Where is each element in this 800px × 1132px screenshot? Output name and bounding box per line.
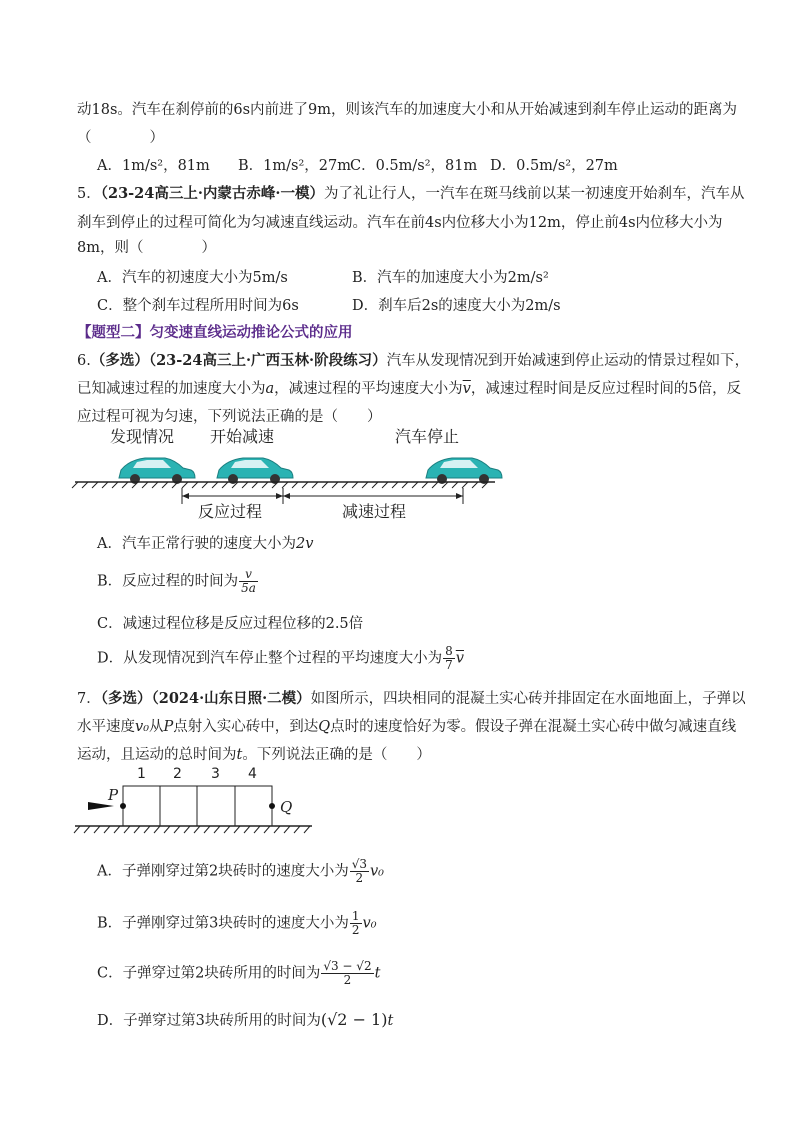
q5-number: 5． xyxy=(77,186,101,202)
q7-var-t: t xyxy=(236,747,243,763)
q5-source: （23-24高三上·内蒙古赤峰·一模） xyxy=(100,185,324,202)
q5-option-c: C．整个刹车过程所用时间为6s xyxy=(97,298,299,314)
fig-point-p: P xyxy=(108,786,119,804)
q6-opt-d-fraction xyxy=(443,645,455,672)
q4-answer-bracket: （ ） xyxy=(77,130,164,146)
fig-point-q: Q xyxy=(280,798,293,816)
q7-tag: （多选） xyxy=(100,690,152,707)
q7-stem-2c: 点射入实心砖中，到达 xyxy=(173,719,319,735)
q6-var-vbar: $\overline{v}$ xyxy=(462,381,471,397)
brick-label-4: 4 xyxy=(248,766,257,782)
q7-opt-c-post: t xyxy=(374,965,381,982)
q5-line2: 刹车到停止的过程可简化为匀减速直线运动。汽车在前4s内位移大小为12m，停止前4s内位移大小为 xyxy=(77,215,723,231)
q6-line3: 应过程可视为匀速，下列说法正确的是（ ） xyxy=(77,409,382,425)
q7-v0: v₀ xyxy=(135,719,150,735)
fig-label-decel: 减速过程 xyxy=(342,502,407,521)
q7-opt-c-fraction xyxy=(321,960,373,987)
q7-opt-b-post: v₀ xyxy=(362,915,377,932)
q7-line3 xyxy=(77,743,431,764)
q6-opt-d-text: D．从发现情况到汽车停止整个过程的平均速度大小为 xyxy=(97,650,443,667)
q6-number: 6. xyxy=(77,353,91,369)
q6-opt-d-num: 8 xyxy=(445,644,453,658)
q6-opt-b-fraction xyxy=(239,568,258,595)
q7-opt-a-fraction xyxy=(350,858,369,885)
q5-line1 xyxy=(77,182,744,203)
q7-point-q: Q xyxy=(318,719,331,735)
q7-opt-a-num: √3 xyxy=(351,857,367,871)
q6-stem-1: 汽车从发现情况到开始减速到停止运动的情景过程如下， xyxy=(386,353,750,369)
q6-opt-b-den: 5a xyxy=(241,581,256,596)
q4-option-a: A．1m/s²，81m xyxy=(97,158,210,174)
q5-option-a: A．汽车的初速度大小为5m/s xyxy=(97,270,288,286)
q6-opt-a-text: A．汽车正常行驶的速度大小为 xyxy=(97,536,296,552)
q7-opt-b-den: 2 xyxy=(351,923,360,938)
q7-opt-a-text: A．子弹刚穿过第2块砖时的速度大小为 xyxy=(97,863,349,880)
q6-line1 xyxy=(77,349,749,370)
q7-stem-1: 如图所示，四块相同的混凝土实心砖并排固定在水面地面上，子弹以 xyxy=(310,691,746,707)
q6-stem-2b: ，减速过程的平均速度大小为 xyxy=(274,381,463,397)
q6-var-a: a xyxy=(265,381,275,397)
car-icon xyxy=(217,458,293,484)
q7-opt-a-post: v₀ xyxy=(369,863,384,880)
q6-option-b xyxy=(97,568,259,595)
q6-line2 xyxy=(77,377,741,398)
q7-stem-3b: 。下列说法正确的是（ ） xyxy=(242,747,431,763)
q6-source: （23-24高三上·广西玉林·阶段练习） xyxy=(148,352,387,369)
q7-option-a xyxy=(97,858,384,885)
section-heading: 【题型二】匀变速直线运动推论公式的应用 xyxy=(77,324,353,341)
q6-option-a xyxy=(97,532,313,553)
q6-opt-d-den: 7 xyxy=(445,658,453,673)
q7-opt-c-text: C．子弹穿过第2块砖所用的时间为 xyxy=(97,965,321,982)
q7-option-d xyxy=(97,1009,393,1030)
q4-option-d: D．0.5m/s²，27m xyxy=(490,158,618,174)
q7-opt-d-text: D．子弹穿过第3块砖所用的时间为 xyxy=(97,1013,321,1029)
q5-option-b: B．汽车的加速度大小为2m/s² xyxy=(352,270,549,286)
q6-opt-b-text: B．反应过程的时间为 xyxy=(97,573,239,590)
q6-option-c: C．减速过程位移是反应过程位移的2.5倍 xyxy=(97,616,364,632)
q7-point-p: P xyxy=(163,719,174,735)
fig-label-react: 反应过程 xyxy=(198,502,263,521)
fig-label-start: 开始减速 xyxy=(210,427,275,446)
q6-opt-d-var: $\overline{v}$ xyxy=(455,650,464,667)
q5-option-d: D．刹车后2s的速度大小为2m/s xyxy=(352,298,561,314)
q7-line2 xyxy=(77,715,736,736)
q6-tag: （多选） xyxy=(90,352,149,369)
q7-opt-a-den: 2 xyxy=(355,871,364,886)
q5-stem-1: 为了礼让行人，一汽车在斑马线前以某一初速度开始刹车，汽车从 xyxy=(323,186,745,202)
car-icon xyxy=(119,458,195,484)
brick-label-1: 1 xyxy=(137,766,146,782)
q5-line3: 8m，则（ ） xyxy=(77,240,216,256)
q6-stem-2c: ，减速过程时间是反应过程时间的5倍，反 xyxy=(470,381,742,397)
q6-opt-b-num: v xyxy=(239,568,258,582)
q7-option-c xyxy=(97,960,380,987)
q7-stem-2b: 从 xyxy=(149,719,164,735)
fig-label-found: 发现情况 xyxy=(110,427,175,446)
q6-option-d xyxy=(97,645,464,672)
q7-line1 xyxy=(77,687,746,708)
q7-source: （2024·山东日照·二模） xyxy=(151,690,311,707)
q7-stem-2d: 点时的速度恰好为零。假设子弹在混凝土实心砖中做匀减速直线 xyxy=(330,719,737,735)
q7-opt-b-text: B．子弹刚穿过第3块砖时的速度大小为 xyxy=(97,915,349,932)
q7-stem-2a: 水平速度 xyxy=(77,719,135,735)
q7-opt-d-post: t xyxy=(387,1013,394,1029)
q7-option-b xyxy=(97,910,377,937)
q4-line1: 动18s。汽车在刹停前的6s内前进了9m，则该汽车的加速度大小和从开始减速到刹车停止运动的距离为 xyxy=(77,102,738,118)
q6-stem-2a: 已知减速过程的加速度大小为 xyxy=(77,381,266,397)
q7-figure xyxy=(70,762,320,842)
q7-opt-b-fraction xyxy=(350,910,362,937)
q4-option-b: B．1m/s²，27m xyxy=(238,158,351,174)
brick-label-2: 2 xyxy=(173,766,182,782)
q7-opt-b-num: 1 xyxy=(351,909,360,923)
q7-number: 7． xyxy=(77,691,101,707)
car-icon xyxy=(426,458,502,484)
fig-label-stop: 汽车停止 xyxy=(395,427,460,446)
q4-option-c: C．0.5m/s²，81m xyxy=(350,158,478,174)
q6-figure xyxy=(70,420,510,525)
q7-opt-c-num: √3 − √2 xyxy=(323,959,372,973)
q7-stem-3a: 运动，且运动的总时间为 xyxy=(77,747,237,763)
q7-opt-c-den: 2 xyxy=(343,973,352,988)
brick-label-3: 3 xyxy=(211,766,220,782)
q6-opt-a-value: 2v xyxy=(295,536,314,552)
q7-opt-d-expr: (√2 − 1) xyxy=(320,1010,388,1029)
